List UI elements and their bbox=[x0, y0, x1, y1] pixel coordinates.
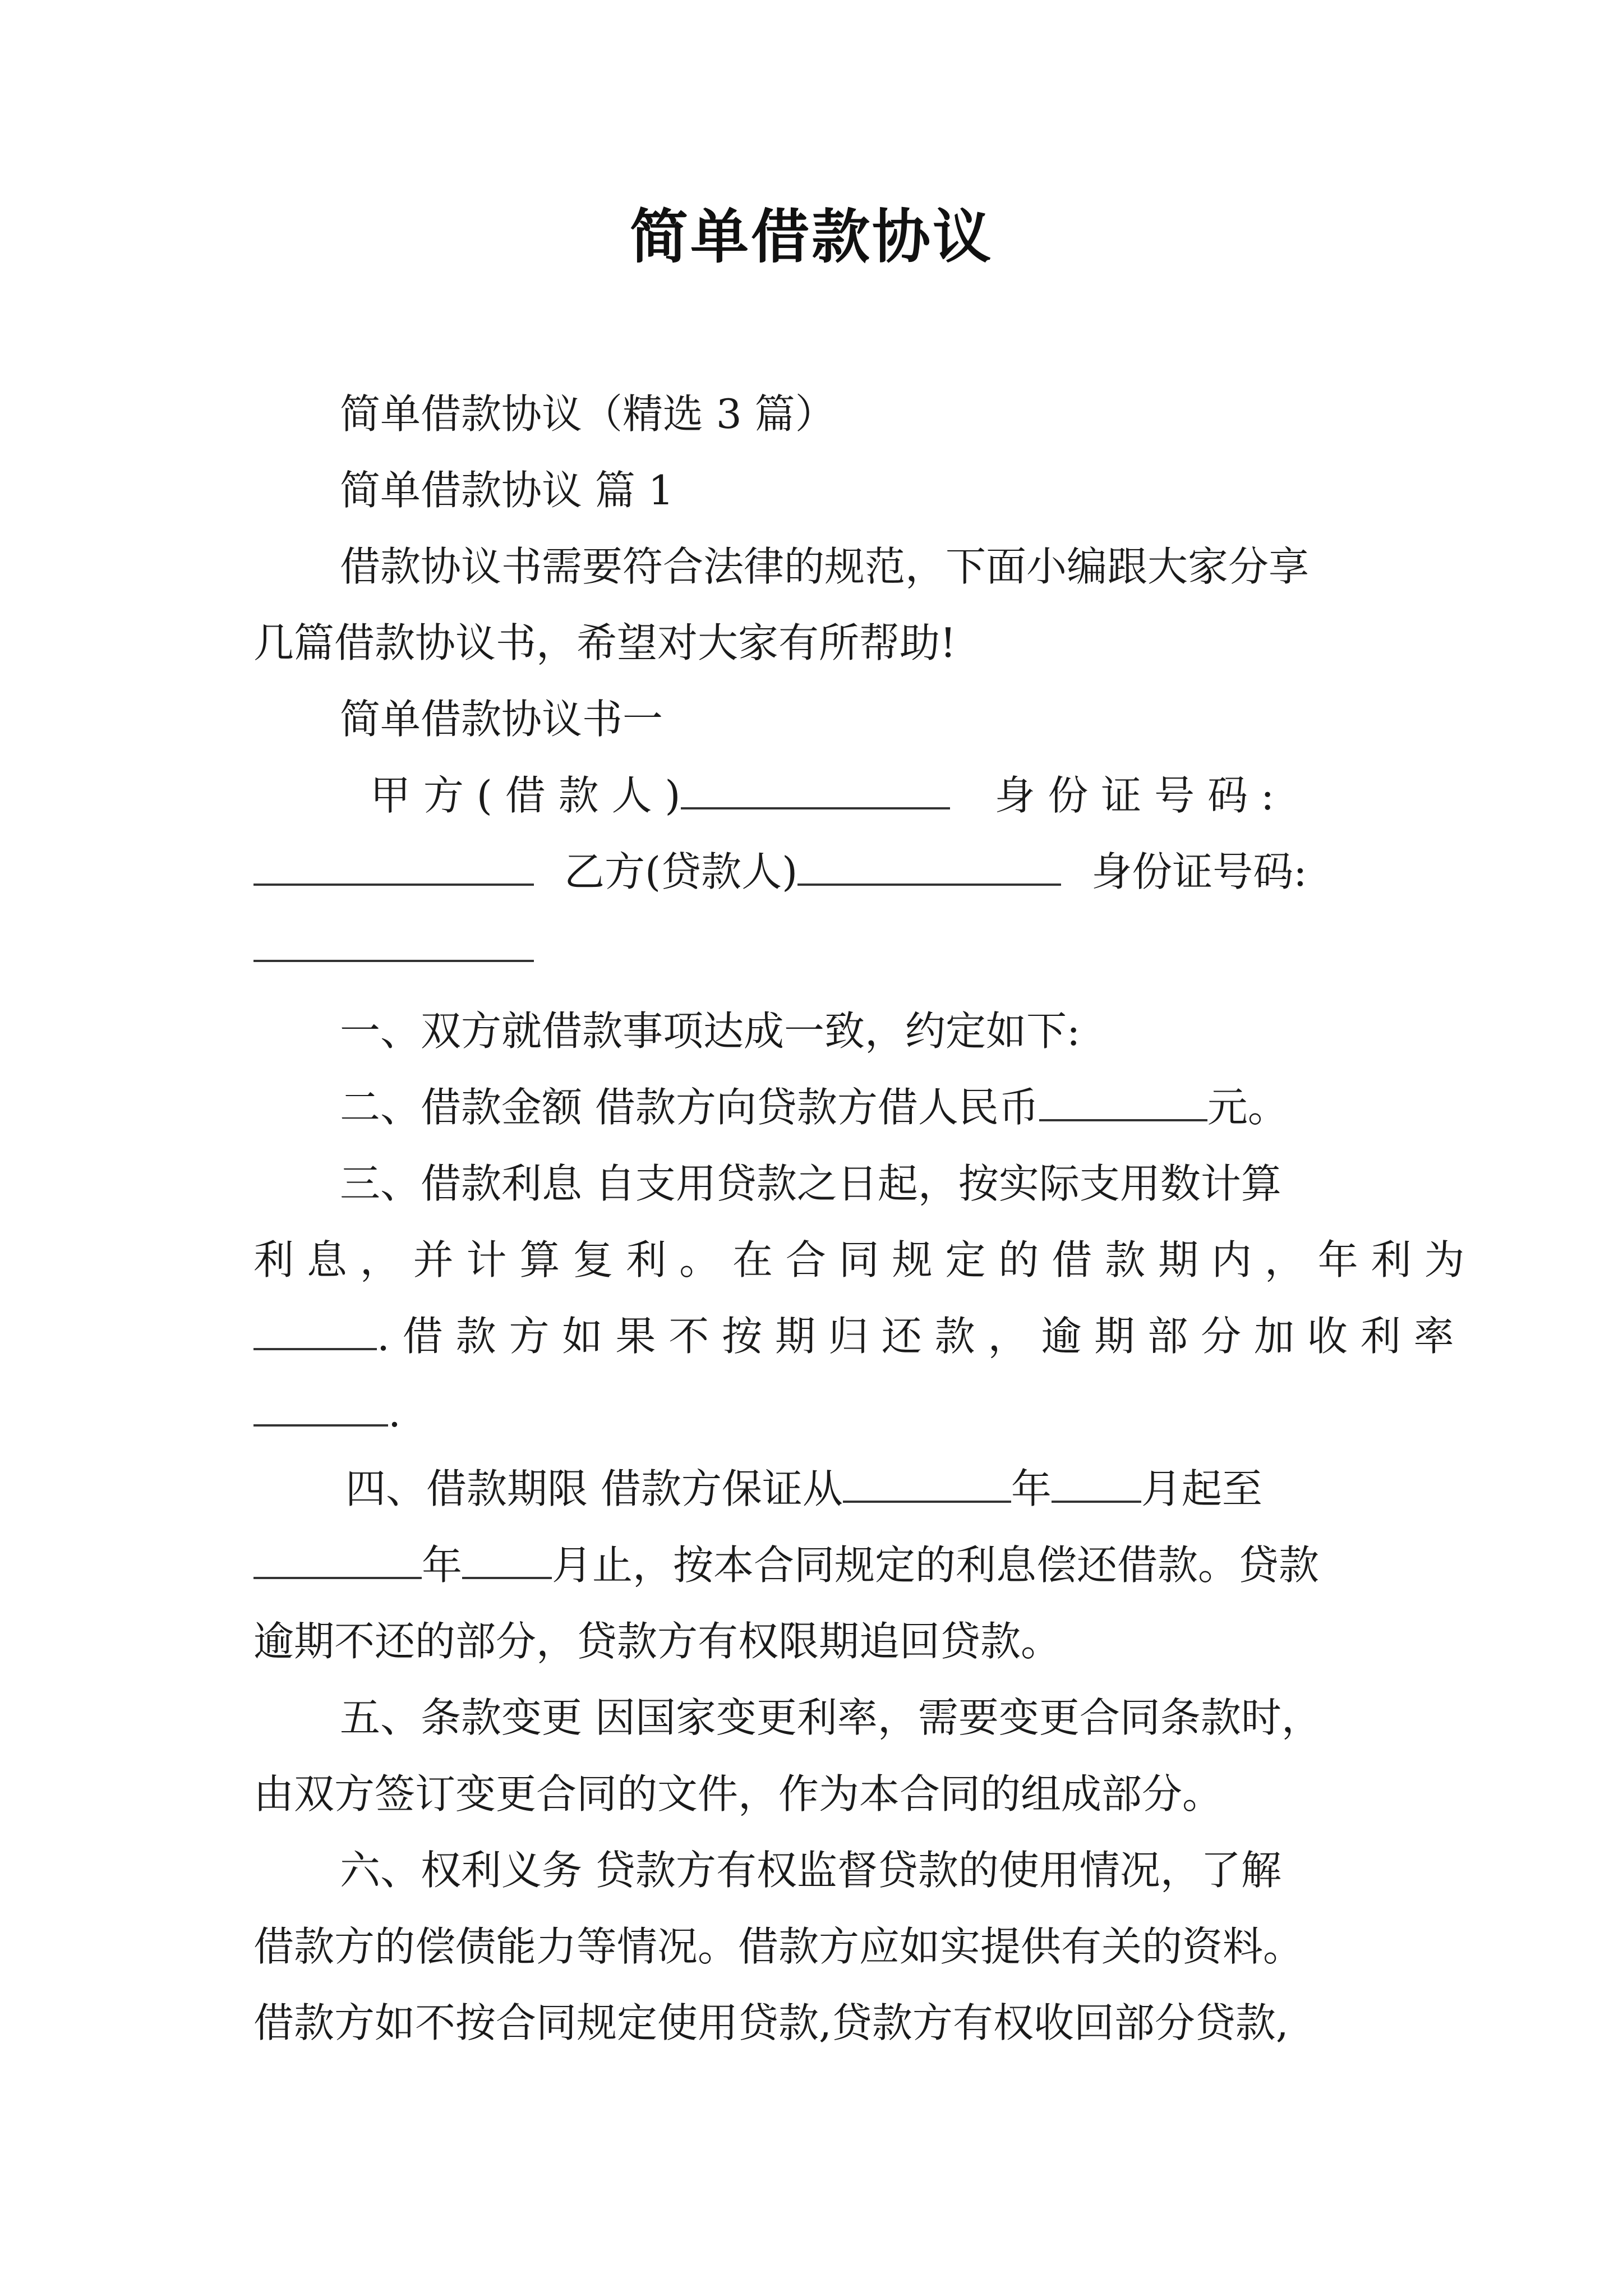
end-year-blank bbox=[253, 1542, 422, 1579]
clause-4-line-3: 逾期不还的部分，贷款方有权限期追回贷款。 bbox=[253, 1618, 1062, 1665]
party-a-label: 甲 方 ( 借 款 人 ) bbox=[370, 772, 681, 819]
clause-4-text: 四、借款期限 借款方保证从 bbox=[345, 1465, 843, 1512]
document-subtitle: 简单借款协议（精选 3 篇） bbox=[340, 390, 836, 438]
clause-4-year: 年 bbox=[1011, 1465, 1052, 1512]
party-b-label: 乙方(贷款人) bbox=[564, 848, 798, 895]
intro-line-2: 几篇借款协议书，希望对大家有所帮助! bbox=[253, 619, 956, 666]
party-b-id-row bbox=[253, 921, 534, 975]
annual-rate-blank bbox=[253, 1313, 377, 1350]
clause-2 bbox=[340, 1080, 1288, 1134]
clause-5-line-2: 由双方签订变更合同的文件，作为本合同的组成部分。 bbox=[253, 1770, 1223, 1818]
clause-3-line-4-end: . bbox=[388, 1389, 401, 1436]
clause-6-line-1: 六、权利义务 贷款方有权监督贷款的使用情况，了解 bbox=[340, 1847, 1281, 1894]
clause-6-line-3: 借款方如不按合同规定使用贷款,贷款方有权收回部分贷款, bbox=[253, 1999, 1289, 2046]
party-b-row bbox=[253, 845, 1307, 899]
intro-line-1: 借款协议书需要符合法律的规范，下面小编跟大家分享 bbox=[340, 543, 1310, 590]
start-year-blank bbox=[843, 1466, 1011, 1503]
clause-1: 一、双方就借款事项达成一致，约定如下: bbox=[340, 1007, 1081, 1055]
clause-4-line-2-year: 年 bbox=[422, 1542, 463, 1589]
clause-2-text: 二、借款金额 借款方向贷款方借人民币 bbox=[340, 1084, 1039, 1131]
clause-3-line-3-text: . 借 款 方 如 果 不 按 期 归 还 款 ， 逾 期 部 分 加 收 利 率 bbox=[377, 1313, 1454, 1360]
party-a-row bbox=[370, 769, 1274, 822]
document-title: 简单借款协议 bbox=[629, 202, 993, 271]
clause-3-line-3 bbox=[253, 1309, 1454, 1363]
id-number-label-1: 身 份 证 号 码 : bbox=[994, 772, 1275, 819]
section-heading: 简单借款协议书一 bbox=[340, 696, 663, 743]
end-month-blank bbox=[462, 1542, 552, 1579]
clause-4-line-2-text: 月止，按本合同规定的利息偿还借款。贷款 bbox=[552, 1542, 1320, 1589]
start-month-blank bbox=[1052, 1466, 1141, 1503]
clause-3-line-1: 三、借款利息 自支用贷款之日起，按实际支用数计算 bbox=[340, 1160, 1281, 1207]
clause-4-line-2 bbox=[253, 1538, 1319, 1592]
clause-4-month-from: 月起至 bbox=[1141, 1465, 1262, 1512]
party-b-blank bbox=[797, 849, 1061, 886]
clause-3-line-4 bbox=[253, 1386, 401, 1439]
clause-6-line-2: 借款方的偿债能力等情况。借款方应如实提供有关的资料。 bbox=[253, 1923, 1304, 1970]
id-number-label-2: 身份证号码: bbox=[1091, 848, 1307, 895]
loan-amount-blank bbox=[1039, 1084, 1207, 1121]
clause-3-line-2: 利 息 ， 并 计 算 复 利 。 在 合 同 规 定 的 借 款 期 内 ， 年 利 为 bbox=[253, 1236, 1465, 1283]
party-b-id-blank bbox=[253, 925, 534, 962]
clause-2-suffix: 元。 bbox=[1207, 1084, 1288, 1131]
overdue-rate-blank bbox=[253, 1389, 388, 1427]
clause-5-line-1: 五、条款变更 因国家变更利率，需要变更合同条款时， bbox=[340, 1694, 1322, 1741]
party-a-blank bbox=[681, 772, 950, 809]
clause-4-line-1 bbox=[345, 1462, 1262, 1516]
party-a-id-blank bbox=[253, 849, 534, 886]
chapter-heading: 简单借款协议 篇 1 bbox=[340, 467, 674, 514]
